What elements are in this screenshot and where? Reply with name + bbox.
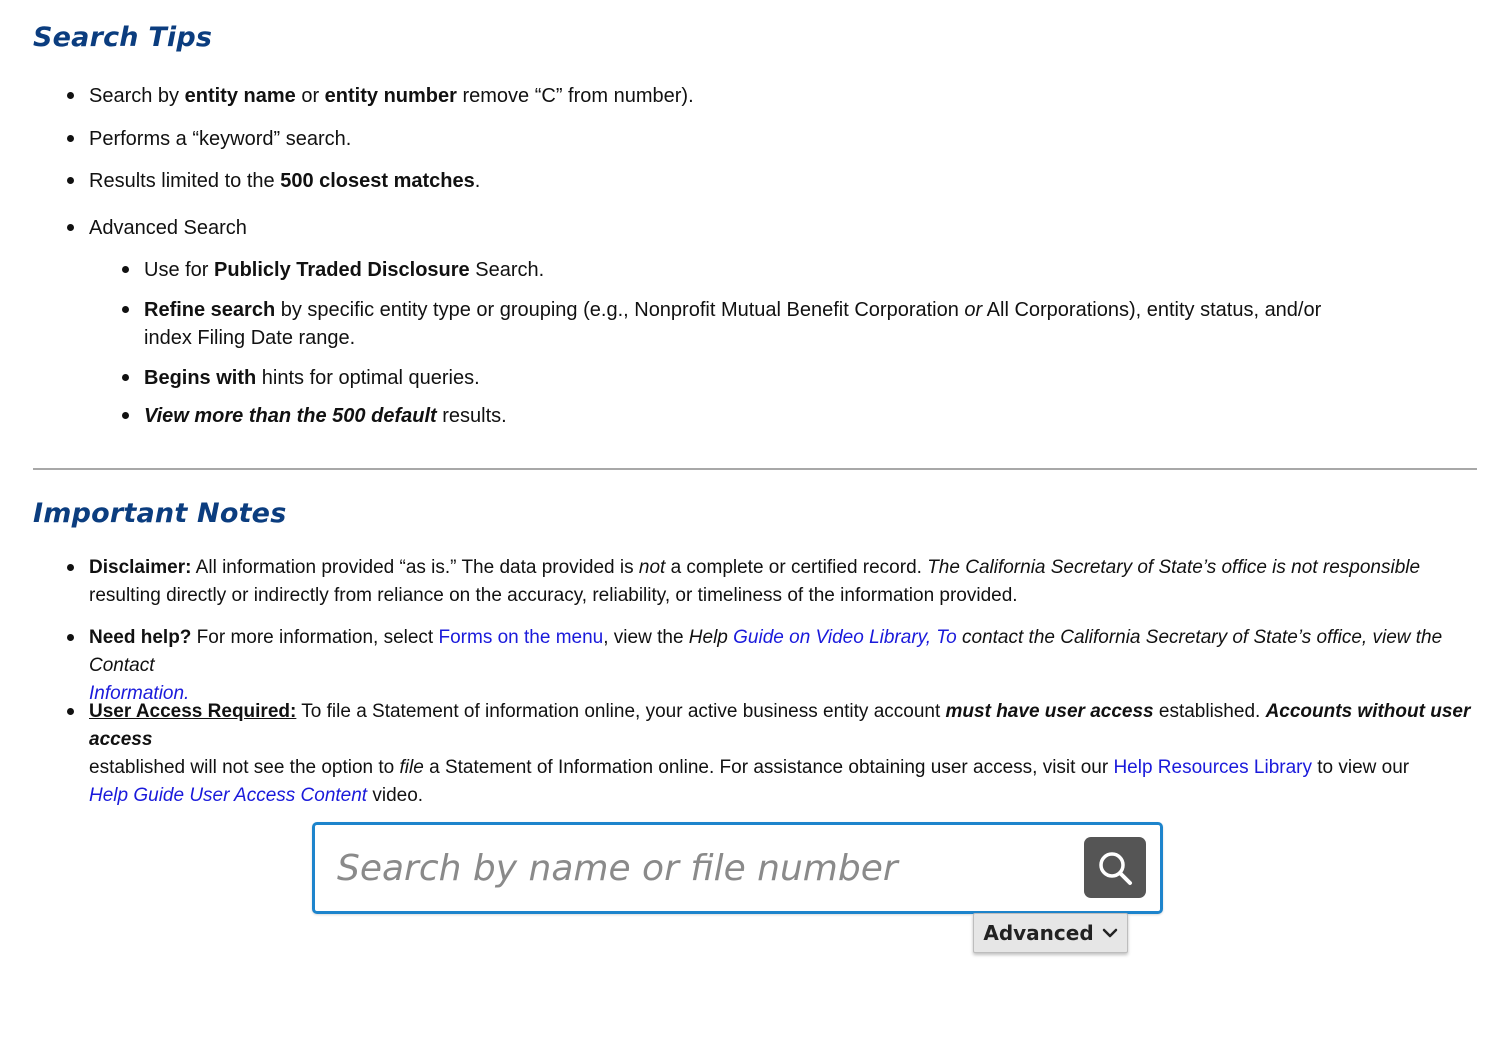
help-resources-library-link[interactable]: Help Resources Library bbox=[1113, 757, 1312, 778]
list-item-need-help bbox=[89, 624, 1479, 708]
sub-list-item bbox=[144, 402, 507, 430]
tip-text: Search by bbox=[89, 85, 185, 107]
tip-text: Use for bbox=[144, 259, 215, 281]
list-item-advanced-search bbox=[89, 214, 247, 242]
note-text: a Statement of Information online. For assistance obtaining user access, visit our bbox=[423, 757, 1114, 778]
list-item bbox=[89, 82, 694, 110]
forms-menu-link[interactable]: Forms on the menu bbox=[438, 627, 604, 648]
tip-text: or bbox=[295, 85, 325, 107]
tip-bold: Publicly Traded Disclosure bbox=[214, 259, 470, 281]
tip-text: index Filing Date range. bbox=[144, 327, 356, 349]
tip-text: remove “C” from number). bbox=[456, 85, 694, 107]
note-text: established will not see the option to bbox=[89, 757, 400, 778]
tip-bold: entity number bbox=[324, 85, 457, 107]
note-italic: contact the California Secretary of State’s office, view the Contact bbox=[89, 627, 1443, 676]
note-italic: not bbox=[638, 557, 666, 578]
need-help-label: Need help? bbox=[89, 627, 192, 648]
tip-text: hints for optimal queries. bbox=[256, 367, 480, 389]
note-text: established. bbox=[1153, 701, 1266, 722]
note-text: to view our bbox=[1311, 757, 1410, 778]
note-text: To file a Statement of information online, your active business entity account bbox=[296, 701, 946, 722]
tip-bold: Begins with bbox=[144, 367, 257, 389]
user-access-label: User Access Required: bbox=[89, 701, 297, 722]
list-item bbox=[89, 125, 351, 153]
note-text: For more information, select bbox=[191, 627, 439, 648]
tip-bold: entity name bbox=[184, 85, 296, 107]
note-text: video. bbox=[367, 785, 424, 806]
disclaimer-label: Disclaimer: bbox=[89, 557, 192, 578]
tip-text: All Corporations), entity status, and/or bbox=[982, 299, 1322, 321]
note-text: , view the bbox=[603, 627, 689, 648]
sub-list-item bbox=[144, 256, 544, 284]
tip-text: by specific entity type or grouping (e.g., Nonprofit Mutual Benefit Corporation bbox=[275, 299, 965, 321]
tip-text: . bbox=[474, 170, 481, 192]
chevron-down-icon bbox=[1102, 927, 1118, 939]
tip-text: Search. bbox=[469, 259, 545, 281]
tip-bold: 500 closest matches bbox=[280, 170, 475, 192]
sub-list-item bbox=[144, 364, 480, 392]
note-text: All information provided “as is.” The data provided is bbox=[191, 557, 639, 578]
important-notes-heading: Important Notes bbox=[33, 498, 287, 529]
tip-text: Advanced Search bbox=[89, 217, 247, 239]
tip-text: Results limited to the bbox=[89, 170, 281, 192]
tip-italic: or bbox=[964, 299, 983, 321]
note-italic: Help bbox=[688, 627, 728, 648]
tip-bold: Refine search bbox=[144, 299, 276, 321]
list-item bbox=[89, 167, 480, 195]
sub-list-item bbox=[144, 296, 1454, 352]
advanced-search-button[interactable] bbox=[973, 913, 1128, 953]
search-button[interactable] bbox=[1084, 837, 1146, 898]
list-item-disclaimer bbox=[89, 554, 1479, 610]
note-bold-italic: Accounts without user access bbox=[89, 701, 1471, 750]
search-input[interactable] bbox=[315, 825, 1097, 911]
section-divider bbox=[33, 468, 1477, 470]
note-text: a complete or certified record. bbox=[665, 557, 928, 578]
contact-information-link[interactable]: Information. bbox=[89, 683, 190, 704]
search-box bbox=[312, 822, 1163, 914]
advanced-label: Advanced bbox=[983, 921, 1094, 945]
list-item-user-access bbox=[89, 698, 1484, 810]
search-icon bbox=[1095, 848, 1135, 888]
note-text: resulting directly or indirectly from reliance on the accuracy, reliability, or timeliness of the information provided. bbox=[89, 585, 1018, 606]
video-library-link[interactable]: Guide on Video Library, To bbox=[733, 627, 957, 648]
note-bold-italic: must have user access bbox=[945, 701, 1154, 722]
tip-text: results. bbox=[436, 405, 507, 427]
tip-text: Performs a “keyword” search. bbox=[89, 128, 352, 150]
search-tips-heading: Search Tips bbox=[33, 22, 213, 53]
help-guide-user-access-link[interactable]: Help Guide User Access Content bbox=[89, 785, 368, 806]
note-italic: file bbox=[399, 757, 424, 778]
tip-bold-italic: View more than the 500 default bbox=[144, 405, 437, 427]
note-italic: The California Secretary of State’s office is not responsible bbox=[927, 557, 1421, 578]
